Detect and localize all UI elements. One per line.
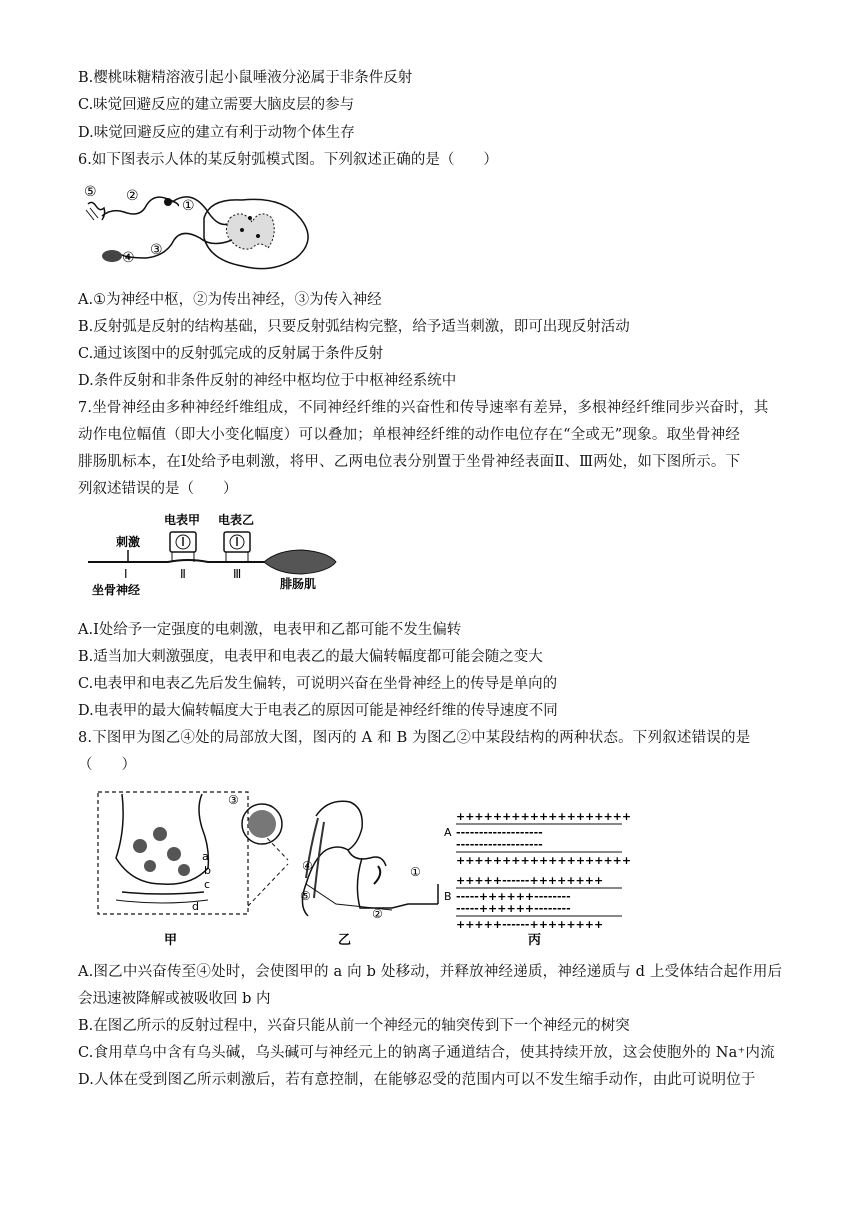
label-a: a bbox=[202, 850, 209, 863]
fig8-label-2: ② bbox=[372, 907, 383, 921]
state-a-row-1: +++++++++++++++++++ bbox=[456, 810, 632, 823]
q5-option-d: D.味觉回避反应的建立有利于动物个体生存 bbox=[78, 125, 355, 141]
state-a-row-3: ------------------- bbox=[456, 838, 543, 851]
q8-option-a-2: 会迅速被降解或被吸收回 b 内 bbox=[78, 991, 271, 1007]
site-1-label: Ⅰ bbox=[124, 567, 128, 581]
label-b: b bbox=[204, 864, 211, 877]
q8-option-c: C.食用草乌中含有乌头碱，乌头碱可与神经元上的钠离子通道结合，使其持续开放，这会使胞外的 Na⁺内流 bbox=[78, 1045, 775, 1061]
fig8-label-3: ③ bbox=[228, 793, 239, 807]
q6-stem: 6.如下图表示人体的某反射弧模式图。下列叙述正确的是（ ） bbox=[78, 152, 498, 168]
q7-option-a: A.Ⅰ处给予一定强度的电刺激，电表甲和乙都可能不发生偏转 bbox=[78, 622, 462, 638]
q7-stem-3: 腓肠肌标本，在Ⅰ处给予电刺激，将甲、乙两电位表分别置于坐骨神经表面Ⅱ、Ⅲ两处，如下图所示。下 bbox=[78, 454, 741, 470]
site-2-label: Ⅱ bbox=[180, 567, 186, 581]
sciatic-nerve-figure bbox=[88, 510, 343, 600]
fig8-label-4: ④ bbox=[302, 859, 313, 873]
q6-option-b: B.反射弧是反射的结构基础，只要反射弧结构完整，给予适当刺激，即可出现反射活动 bbox=[78, 319, 630, 335]
q7-option-c: C.电表甲和电表乙先后发生偏转，可说明兴奋在坐骨神经上的传导是单向的 bbox=[78, 676, 558, 692]
sciatic-nerve-label: 坐骨神经 bbox=[92, 583, 141, 597]
reflex-arc-figure bbox=[82, 178, 322, 278]
q8-stem-2: （ ） bbox=[78, 757, 136, 773]
synapse-figure bbox=[92, 788, 632, 948]
fig8-label-5: ⑤ bbox=[300, 889, 311, 903]
state-b-row-2: -----++++++-------- bbox=[456, 890, 571, 903]
stimulus-label: 刺激 bbox=[116, 535, 141, 549]
q8-option-b: B.在图乙所示的反射过程中，兴奋只能从前一个神经元的轴突传到下一个神经元的树突 bbox=[78, 1018, 630, 1034]
q7-stem-4: 列叙述错误的是（ ） bbox=[78, 481, 238, 497]
state-a-label: A bbox=[444, 826, 452, 839]
q7-stem-2: 动作电位幅值（即大小变化幅度）可以叠加；单根神经纤维的动作电位存在“全或无”现象。取坐骨神经 bbox=[78, 427, 741, 443]
state-a-row-2: ------------------- bbox=[456, 826, 543, 839]
state-b-row-3: -----++++++-------- bbox=[456, 902, 571, 915]
q7-option-b: B.适当加大刺激强度，电表甲和电表乙的最大偏转幅度都可能会随之变大 bbox=[78, 649, 543, 665]
label-d: d bbox=[192, 900, 199, 913]
site-3-label: Ⅲ bbox=[233, 567, 242, 581]
q8-option-a-1: A.图乙中兴奋传至④处时，会使图甲的 a 向 b 处移动，并释放神经递质，神经递质与 d 上受体结合起作用后 bbox=[78, 964, 783, 980]
panel-bing-caption: 丙 bbox=[528, 933, 542, 948]
q6-option-a: A.①为神经中枢，②为传出神经，③为传入神经 bbox=[78, 292, 382, 308]
state-b-label: B bbox=[444, 890, 452, 903]
fig6-label-1: ① bbox=[182, 198, 195, 214]
q5-option-b: B.樱桃味糖精溶液引起小鼠唾液分泌属于非条件反射 bbox=[78, 70, 413, 86]
fig8-label-1: ① bbox=[410, 865, 421, 879]
q7-stem-1: 7.坐骨神经由多种神经纤维组成，不同神经纤维的兴奋性和传导速率有差异，多根神经纤维同步兴奋时，其 bbox=[78, 400, 769, 416]
state-b-row-4: +++++------++++++++ bbox=[456, 918, 604, 931]
fig6-label-3: ③ bbox=[150, 242, 163, 258]
q8-stem-1: 8.下图甲为图乙④处的局部放大图，图丙的 A 和 B 为图乙②中某段结构的两种状态。下列叙述错误的是 bbox=[78, 730, 751, 746]
meter-jia-label: 电表甲 bbox=[164, 513, 201, 527]
q5-option-c: C.味觉回避反应的建立需要大脑皮层的参与 bbox=[78, 97, 355, 113]
fig6-label-4: ④ bbox=[122, 250, 135, 266]
state-a-row-4: +++++++++++++++++++ bbox=[456, 854, 632, 867]
panel-yi-caption: 乙 bbox=[338, 933, 352, 948]
q8-option-d: D.人体在受到图乙所示刺激后，若有意控制，在能够忍受的范围内可以不发生缩手动作，由此可说明位于 bbox=[78, 1072, 756, 1088]
label-c: c bbox=[204, 878, 211, 891]
muscle-label: 腓肠肌 bbox=[280, 577, 317, 591]
meter-yi-label: 电表乙 bbox=[218, 513, 255, 527]
q7-option-d: D.电表甲的最大偏转幅度大于电表乙的原因可能是神经纤维的传导速度不同 bbox=[78, 703, 558, 719]
state-b-row-1: +++++------++++++++ bbox=[456, 874, 604, 887]
panel-jia-caption: 甲 bbox=[164, 933, 178, 948]
q6-option-c: C.通过该图中的反射弧完成的反射属于条件反射 bbox=[78, 346, 384, 362]
fig6-label-2: ② bbox=[126, 188, 139, 204]
q6-option-d: D.条件反射和非条件反射的神经中枢均位于中枢神经系统中 bbox=[78, 373, 457, 389]
fig6-label-5: ⑤ bbox=[84, 184, 97, 200]
